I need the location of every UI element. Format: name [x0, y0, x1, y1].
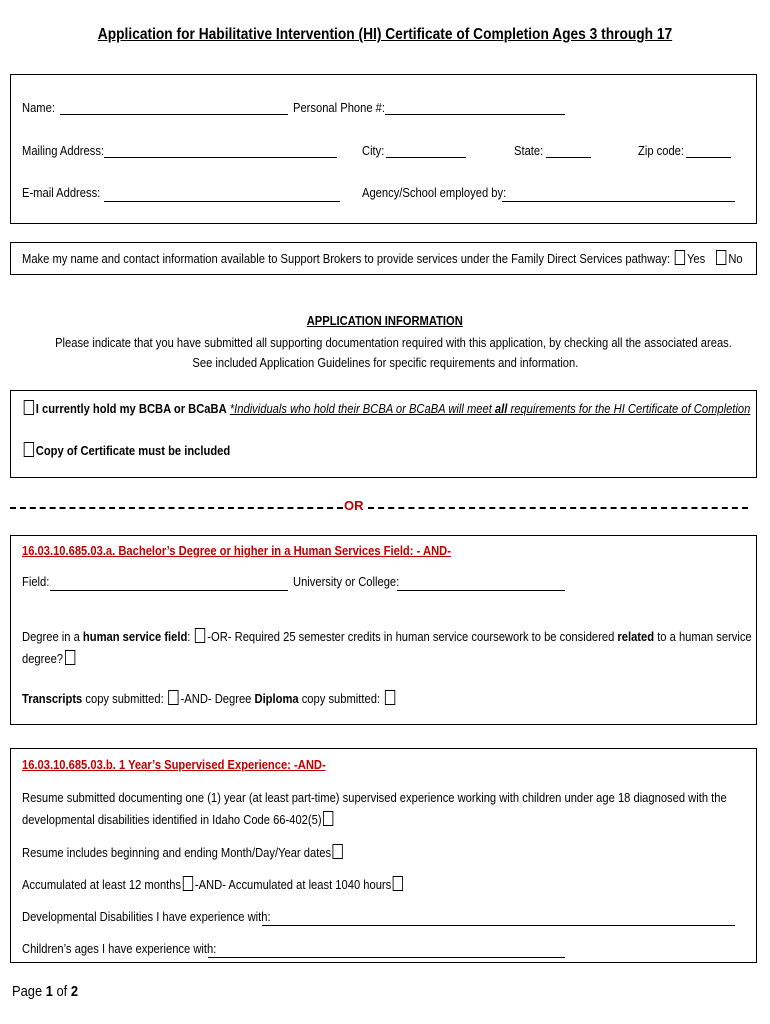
bcba-note-bold: all: [494, 401, 508, 416]
related-degree-checkbox[interactable]: [65, 650, 75, 665]
bcba-copy-checkbox[interactable]: [24, 442, 34, 457]
university-input[interactable]: [397, 590, 565, 591]
name-label: Name:: [22, 100, 55, 115]
bcba-copy-label: Copy of Certificate must be included: [35, 443, 231, 458]
page-prefix: Page: [12, 983, 46, 1000]
transcripts-text: copy submitted:: [82, 691, 164, 706]
app-info-heading-text: APPLICATION INFORMATION: [306, 313, 464, 328]
or-divider-right: [368, 507, 748, 509]
bcba-copy-row: [22, 442, 230, 458]
dd-input[interactable]: [262, 925, 735, 926]
bcba-hold-label: I currently hold my BCBA or BCaBA: [35, 401, 227, 416]
resume-dates: Resume includes beginning and ending Month/Day/Year dates: [22, 845, 332, 860]
app-info-heading: [0, 313, 770, 328]
page-of: of: [52, 983, 71, 1000]
email-label: E-mail Address:: [22, 185, 101, 200]
app-info-line2: [0, 355, 770, 370]
phone-label: Personal Phone #:: [293, 100, 385, 115]
degree-related: related: [617, 629, 655, 644]
degree-row: [22, 628, 752, 644]
degree-prefix: Degree in a: [22, 629, 83, 644]
agency-field[interactable]: [502, 201, 735, 202]
accum-12: Accumulated at least 12 months: [22, 877, 182, 892]
section-a-heading: 16.03.10.685.03.a. Bachelor’s Degree or higher in a Human Services Field: - AND-: [22, 543, 451, 558]
degree-bold: human service field: [82, 629, 188, 644]
broker-consent-text: [22, 250, 743, 266]
mailing-address-label: Mailing Address:: [22, 143, 105, 158]
dd-label: Developmental Disabilities I have experience with:: [22, 909, 271, 924]
field-label: Field:: [22, 574, 50, 589]
degree-suffix: to a human service: [654, 629, 752, 644]
broker-no-label: No: [728, 251, 743, 266]
city-label: City:: [362, 143, 385, 158]
app-info-line2-text: See included Application Guidelines for specific requirements and information.: [192, 355, 578, 370]
degree-line2: degree?: [22, 651, 64, 666]
degree-mid: -OR- Required 25 semester credits in human service coursework to be considered: [207, 629, 618, 644]
app-info-line1-text: Please indicate that you have submitted all supporting documentation required with this application, by checking all the associated areas.: [55, 335, 732, 350]
human-service-degree-checkbox[interactable]: [195, 628, 205, 643]
and-degree-text: -AND- Degree: [180, 691, 255, 706]
or-divider-left: [10, 507, 343, 509]
city-field[interactable]: [386, 157, 466, 158]
resume-dates-row: [22, 844, 345, 860]
broker-yes-label: Yes: [686, 251, 706, 266]
accumulated-row: [22, 876, 405, 892]
mailing-address-field[interactable]: [104, 157, 337, 158]
resume-line2: developmental disabilities identified in Idaho Code 66-402(5): [22, 812, 322, 827]
resume-dates-checkbox[interactable]: [333, 844, 343, 859]
degree-colon: :: [187, 629, 191, 644]
field-input[interactable]: [50, 590, 288, 591]
transcripts-bold: Transcripts: [22, 691, 83, 706]
degree-row-2: [22, 650, 77, 666]
resume-line2-row: [22, 811, 335, 827]
bcba-hold-checkbox[interactable]: [24, 400, 34, 415]
agency-label: Agency/School employed by:: [362, 185, 507, 200]
state-field[interactable]: [546, 157, 591, 158]
accum-1040-checkbox[interactable]: [393, 876, 403, 891]
ages-input[interactable]: [208, 957, 565, 958]
diploma-bold: Diploma: [254, 691, 299, 706]
accum-1040: -AND- Accumulated at least 1040 hours: [194, 877, 392, 892]
page-current: 1: [45, 983, 53, 1000]
diploma-text: copy submitted:: [298, 691, 381, 706]
diploma-checkbox[interactable]: [385, 690, 395, 705]
accum-12-checkbox[interactable]: [183, 876, 193, 891]
transcripts-row: [22, 690, 397, 706]
broker-yes-checkbox[interactable]: [675, 250, 685, 265]
app-info-line1: [0, 335, 770, 350]
section-b-heading: 16.03.10.685.03.b. 1 Year’s Supervised Experience: -AND-: [22, 757, 326, 772]
page-number: [12, 983, 78, 1000]
resume-submitted-checkbox[interactable]: [323, 811, 333, 826]
ages-label: Children’s ages I have experience with:: [22, 941, 217, 956]
phone-field[interactable]: [385, 114, 565, 115]
state-label: State:: [514, 143, 544, 158]
bcba-note-suffix: requirements for the HI Certificate of Completion: [507, 401, 751, 416]
bcba-note-prefix: *Individuals who hold their BCBA or BCaBA will meet: [229, 401, 495, 416]
page-total: 2: [70, 983, 79, 1000]
name-field[interactable]: [60, 114, 288, 115]
broker-no-checkbox[interactable]: [716, 250, 726, 265]
university-label: University or College:: [293, 574, 400, 589]
page-title: Application for Habilitative Intervention (HI) Certificate of Completion Ages 3 through 17: [97, 26, 673, 43]
broker-consent-label: Make my name and contact information available to Support Brokers to provide services under the Family Direct Services pathway:: [22, 251, 671, 266]
or-label: OR: [344, 498, 364, 513]
resume-line1: Resume submitted documenting one (1) year (at least part-time) supervised experience working with children under age 18 diagnosed with the: [22, 790, 727, 805]
transcripts-checkbox[interactable]: [169, 690, 179, 705]
bcba-hold-row: [22, 400, 750, 416]
zip-field[interactable]: [686, 157, 731, 158]
zip-label: Zip code:: [638, 143, 684, 158]
email-field[interactable]: [104, 201, 340, 202]
